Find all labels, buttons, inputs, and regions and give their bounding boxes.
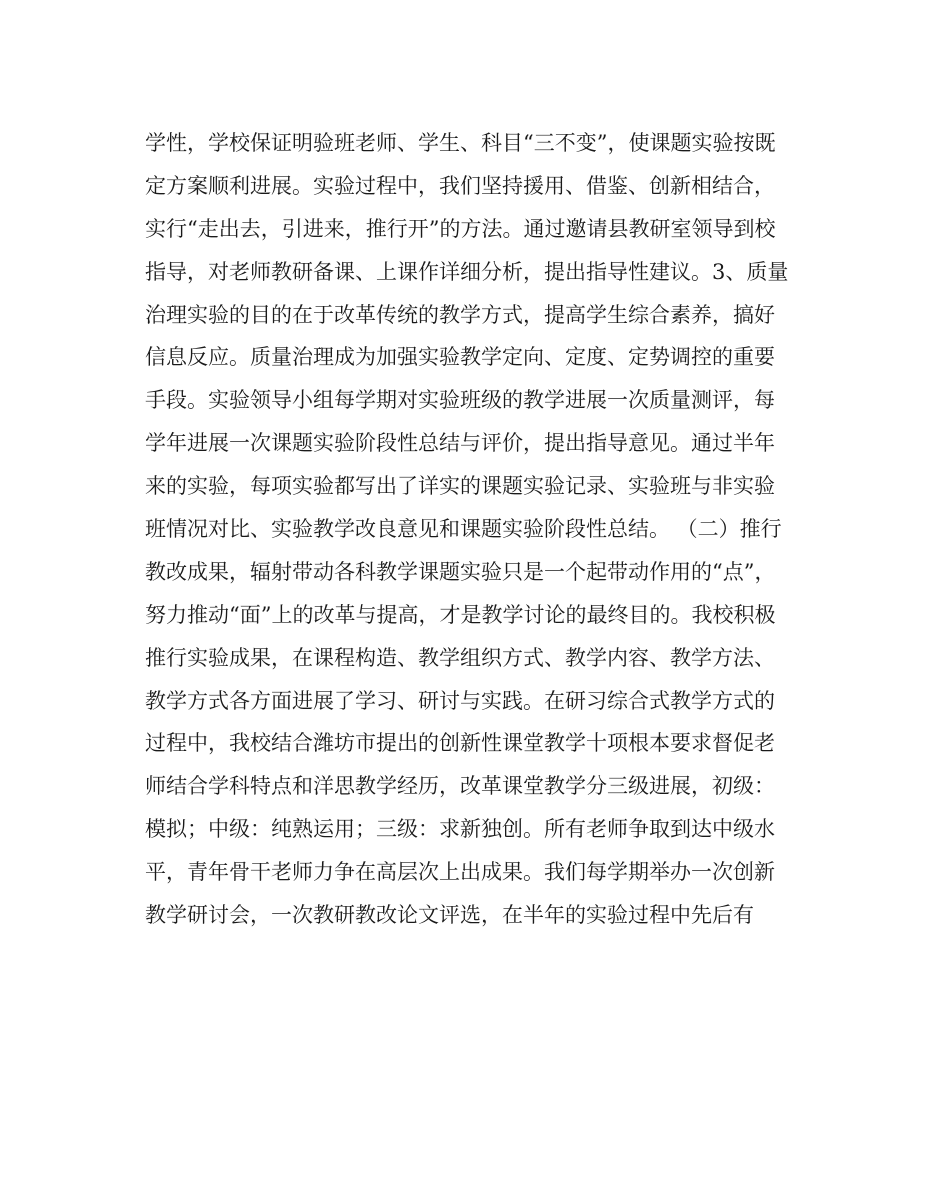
text-line: 模拟；中级：纯熟运用；三级：求新独创。所有老师争取到达中级水: [145, 817, 775, 842]
text-line: 来的实验，每项实验都写出了详实的课题实验记录、实验班与非实验: [145, 474, 775, 499]
text-line: 实行“走出去，引进来，推行开”的方法。通过邀请县教研室领导到校: [145, 216, 776, 241]
text-line: 平，青年骨干老师力争在高层次上出成果。我们每学期举办一次创新: [145, 860, 775, 885]
text-line: 班情况对比、实验教学改良意见和课题实验阶段性总结。 （二）推行: [145, 517, 782, 542]
body-text: [145, 122, 825, 937]
text-line: 教学研讨会，一次教研教改论文评选，在半年的实验过程中先后有: [145, 903, 754, 928]
text-line: 学性，学校保证明验班老师、学生、科目“三不变”，使课题实验按既: [145, 131, 776, 155]
text-line: 过程中，我校结合潍坊市提出的创新性课堂教学十项根本要求督促老: [145, 731, 775, 756]
text-line: 治理实验的目的在于改革传统的教学方式，提高学生综合素养，搞好: [145, 302, 775, 327]
text-line: 教改成果，辐射带动各科教学课题实验只是一个起带动作用的“点”，: [145, 559, 776, 584]
text-line: 手段。实验领导小组每学期对实验班级的教学进展一次质量测评，每: [145, 388, 775, 413]
text-line: 信息反应。质量治理成为加强实验教学定向、定度、定势调控的重要: [145, 345, 775, 370]
text-line: 师结合学科特点和洋思教学经历，改革课堂教学分三级进展，初级：: [145, 774, 775, 799]
text-line: 努力推动“面”上的改革与提高，才是教学讨论的最终目的。我校积极: [145, 602, 776, 627]
text-line: 推行实验成果，在课程构造、教学组织方式、教学内容、教学方法、: [145, 645, 775, 670]
text-line: 教学方式各方面进展了学习、研讨与实践。在研习综合式教学方式的: [145, 688, 775, 713]
text-line: 指导，对老师教研备课、上课作详细分析，提出指导性建议。3、质量: [145, 259, 789, 284]
text-line: 学年进展一次课题实验阶段性总结与评价，提出指导意见。通过半年: [145, 431, 775, 456]
text-line: 定方案顺利进展。实验过程中，我们坚持援用、借鉴、创新相结合，: [145, 173, 775, 198]
